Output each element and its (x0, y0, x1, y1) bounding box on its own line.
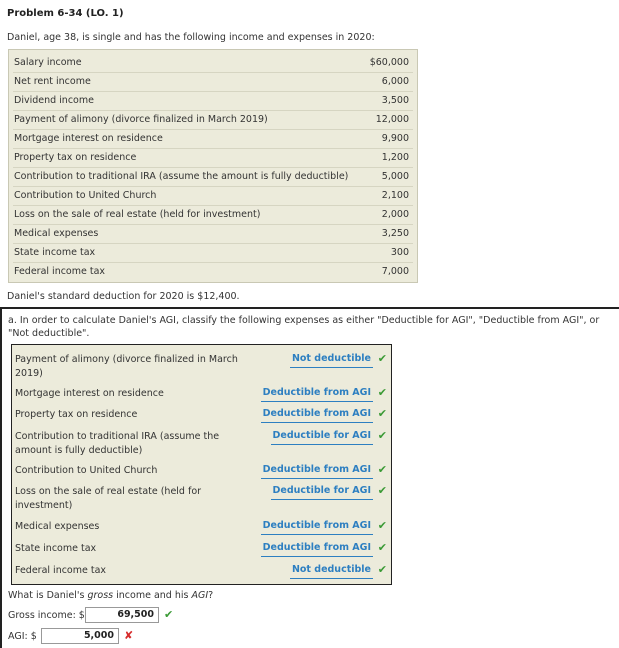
gross-income-input[interactable]: 69,500 (85, 607, 159, 623)
income-item-label: Property tax on residence (14, 152, 137, 163)
classification-dropdown[interactable]: Deductible from AGI (261, 520, 373, 535)
part-a-left-bar (0, 307, 2, 648)
correct-check-icon: ✔ (377, 386, 387, 399)
classification-item-label: Contribution to United Church (15, 465, 158, 476)
classification-dropdown[interactable]: Deductible from AGI (261, 408, 373, 423)
classification-item-label: Payment of alimony (divorce finalized in March 2019) (15, 354, 238, 379)
classification-item-label: Contribution to traditional IRA (assume the amount is fully deductible) (15, 431, 220, 456)
classification-table (11, 344, 392, 585)
classification-item-label: Loss on the sale of real estate (held for investment) (15, 486, 202, 511)
gross-income-label: Gross income: $ (8, 610, 85, 621)
income-item-amount: 6,000 (381, 76, 409, 87)
classification-dropdown[interactable]: Deductible from AGI (261, 387, 373, 402)
part-a-question: a. In order to calculate Daniel's AGI, classify the following expenses as either "Deductible for AGI", "Deductible from AGI", or "Not deductible". (8, 315, 600, 339)
income-item-label: Medical expenses (14, 228, 99, 239)
income-item-label: Salary income (14, 57, 82, 68)
correct-check-icon: ✔ (377, 407, 387, 420)
standard-deduction-text: Daniel's standard deduction for 2020 is $12,400. (7, 291, 240, 302)
income-item-label: Net rent income (14, 76, 91, 87)
income-item-amount: 2,100 (381, 190, 409, 201)
gross-income-correct-icon: ✔ (164, 608, 174, 621)
income-item-amount: 3,500 (381, 95, 409, 106)
income-item-label: State income tax (14, 247, 96, 258)
classification-dropdown[interactable]: Not deductible (290, 353, 373, 368)
income-item-amount: 3,250 (381, 228, 409, 239)
classification-dropdown[interactable]: Deductible from AGI (261, 464, 373, 479)
classification-item-label: Property tax on residence (15, 409, 138, 420)
gross-question-mid: income and his (113, 590, 192, 601)
agi-label: AGI: $ (8, 631, 37, 642)
income-item-amount: 300 (390, 247, 409, 258)
income-item-amount: 12,000 (375, 114, 409, 125)
income-row (13, 224, 413, 244)
classification-dropdown[interactable]: Deductible for AGI (271, 430, 373, 445)
income-item-label: Federal income tax (14, 266, 106, 277)
income-item-label: Payment of alimony (divorce finalized in March 2019) (14, 114, 268, 125)
correct-check-icon: ✔ (377, 563, 387, 576)
problem-intro: Daniel, age 38, is single and has the following income and expenses in 2020: (7, 32, 375, 43)
income-item-label: Dividend income (14, 95, 94, 106)
gross-question-prefix: What is Daniel's (8, 590, 88, 601)
correct-check-icon: ✔ (377, 541, 387, 554)
income-row (13, 110, 413, 130)
income-item-amount: $60,000 (369, 57, 409, 68)
classification-dropdown[interactable]: Deductible from AGI (261, 542, 373, 557)
income-item-amount: 1,200 (381, 152, 409, 163)
gross-agi-question (8, 590, 213, 601)
gross-question-suffix: ? (208, 590, 214, 601)
income-row (13, 243, 413, 263)
classification-item-label: State income tax (15, 543, 97, 554)
income-row (13, 53, 413, 73)
income-row (13, 186, 413, 206)
income-item-amount: 2,000 (381, 209, 409, 220)
income-row (13, 91, 413, 111)
income-item-amount: 9,900 (381, 133, 409, 144)
classification-item-label: Medical expenses (15, 521, 100, 532)
income-item-amount: 7,000 (381, 266, 409, 277)
gross-question-italic: gross (87, 590, 114, 601)
classification-dropdown[interactable]: Deductible for AGI (271, 485, 373, 500)
income-row (13, 72, 413, 92)
income-row (13, 262, 413, 281)
income-row (13, 205, 413, 225)
income-row (13, 129, 413, 149)
classification-item-label: Mortgage interest on residence (15, 388, 164, 399)
agi-input[interactable]: 5,000 (41, 628, 119, 644)
classification-item-label: Federal income tax (15, 565, 107, 576)
correct-check-icon: ✔ (377, 519, 387, 532)
income-row (13, 148, 413, 168)
classification-dropdown[interactable]: Not deductible (290, 564, 373, 579)
income-item-label: Contribution to United Church (14, 190, 157, 201)
income-item-label: Contribution to traditional IRA (assume the amount is fully deductible) (14, 171, 349, 182)
gross-question-italic-agi: AGI (191, 590, 209, 601)
part-a-divider (0, 307, 619, 309)
correct-check-icon: ✔ (377, 352, 387, 365)
income-item-label: Loss on the sale of real estate (held for investment) (14, 209, 261, 220)
correct-check-icon: ✔ (377, 463, 387, 476)
income-item-label: Mortgage interest on residence (14, 133, 163, 144)
problem-title: Problem 6-34 (LO. 1) (7, 8, 124, 19)
income-expense-table (8, 49, 418, 283)
agi-incorrect-icon: ✘ (124, 629, 134, 642)
correct-check-icon: ✔ (377, 484, 387, 497)
income-row (13, 167, 413, 187)
correct-check-icon: ✔ (377, 429, 387, 442)
income-item-amount: 5,000 (381, 171, 409, 182)
